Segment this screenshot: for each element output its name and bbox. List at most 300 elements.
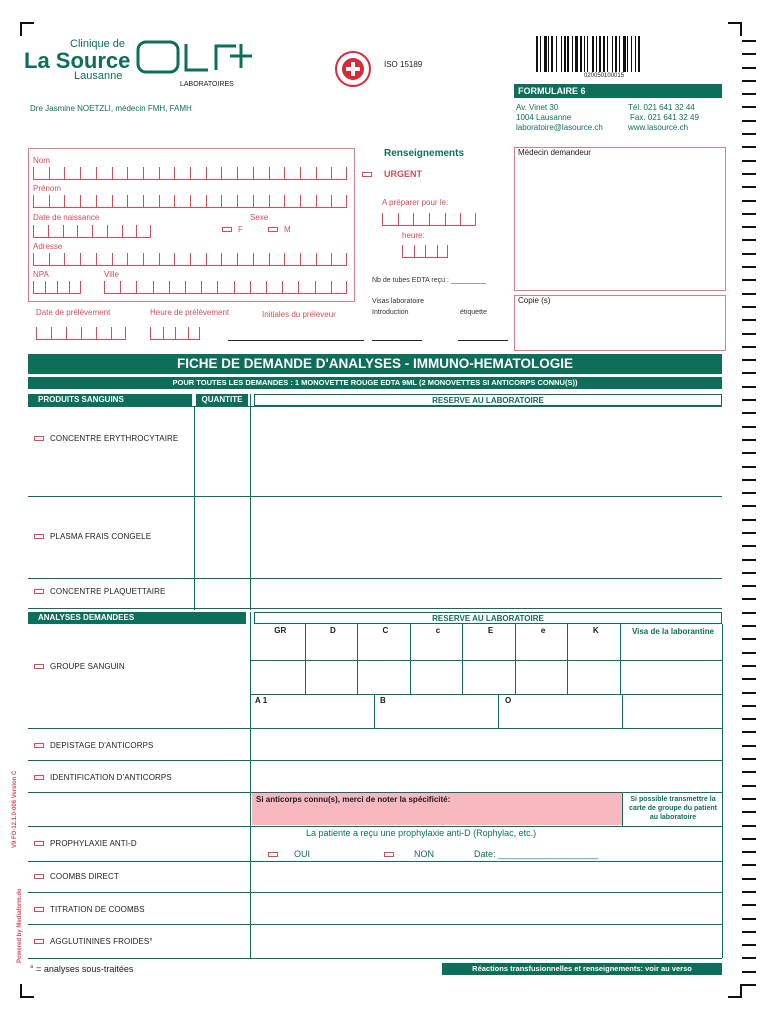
timing-mark — [742, 80, 756, 82]
timing-mark — [742, 146, 756, 148]
label-heure-prelevement: Heure de prélèvement — [150, 308, 230, 317]
comb-tick — [122, 225, 123, 237]
timing-mark — [742, 731, 756, 733]
timing-mark — [742, 864, 756, 866]
comb-tick — [234, 281, 235, 293]
label-preparer: A préparer pour le: — [382, 198, 449, 207]
groupe-col-5: e — [540, 626, 546, 635]
checkbox-f[interactable] — [222, 227, 232, 232]
timing-mark — [742, 705, 756, 707]
analyses-line-2 — [28, 760, 722, 761]
comb-tick — [190, 167, 191, 179]
form-banner: POUR TOUTES LES DEMANDES : 1 MONOVETTE ROUGE EDTA 9ML (2 MONOVETTES SI ANTICORPS CONNU(S)) — [28, 377, 722, 389]
comb-tick — [107, 225, 108, 237]
crop-mark-top-right — [728, 22, 742, 36]
comb-tick — [69, 281, 70, 293]
comb-tick — [346, 281, 347, 293]
comb-tick — [174, 253, 175, 265]
products-row-line-2 — [28, 578, 722, 579]
crop-mark-bottom-right — [728, 984, 742, 998]
comb-tick — [346, 195, 347, 207]
timing-mark — [742, 519, 756, 521]
powered-label: Powered by Mediaform.de — [17, 888, 23, 963]
address-email[interactable]: laboratoire@lasource.ch — [516, 123, 603, 132]
timing-mark — [742, 239, 756, 241]
timing-mark — [742, 532, 756, 534]
comb-tick — [221, 167, 222, 179]
product-plaquettaire-label: CONCENTRE PLAQUETTAIRE — [50, 587, 166, 596]
timing-mark — [742, 625, 756, 627]
adresse-field[interactable] — [33, 252, 347, 266]
timing-mark — [742, 106, 756, 108]
barcode-bar — [599, 36, 601, 72]
comb-tick — [188, 327, 189, 339]
barcode-bar — [631, 36, 632, 72]
timing-mark — [742, 984, 756, 986]
comb-tick — [253, 195, 254, 207]
timing-mark — [742, 678, 756, 680]
barcode-bar — [584, 36, 585, 72]
timing-mark — [742, 346, 756, 348]
comb-tick — [284, 195, 285, 207]
timing-mark — [742, 505, 756, 507]
comb-tick — [475, 213, 476, 225]
comb-tick — [316, 195, 317, 207]
analyse-depistage[interactable] — [34, 741, 154, 750]
comb-tick — [300, 167, 301, 179]
comb-tick — [316, 167, 317, 179]
timing-mark — [742, 638, 756, 640]
sexe-f[interactable] — [222, 225, 243, 234]
comb-tick — [96, 253, 97, 265]
checkbox-prophylaxie[interactable] — [34, 841, 44, 846]
timing-mark — [742, 585, 756, 587]
prophylaxie-non-label: NON — [414, 849, 434, 859]
tubes-edta[interactable]: Nb de tubes EDTA reçu : _________ — [372, 277, 486, 284]
comb-tick — [282, 281, 283, 293]
timing-mark — [742, 652, 756, 654]
preparer-date-field[interactable] — [382, 212, 476, 226]
comb-tick — [125, 327, 126, 339]
comb-tick — [127, 253, 128, 265]
timing-mark — [742, 226, 756, 228]
comb-tick — [64, 167, 65, 179]
timing-mark — [742, 811, 756, 813]
timing-mark — [742, 439, 756, 441]
introduction-line[interactable] — [372, 340, 422, 341]
prophylaxie-non[interactable] — [384, 849, 434, 859]
timing-mark — [742, 253, 756, 255]
barcode-bar — [575, 36, 578, 72]
comb-tick — [64, 253, 65, 265]
groupe-col-divider — [410, 624, 411, 694]
comb-tick — [112, 253, 113, 265]
comb-tick — [33, 253, 34, 265]
timing-mark — [742, 665, 756, 667]
checkbox-urgent[interactable] — [362, 172, 372, 177]
comb-tick — [96, 167, 97, 179]
timing-mark — [742, 93, 756, 95]
checkbox-plasma[interactable] — [34, 534, 44, 539]
comb-tick — [143, 195, 144, 207]
comb-tick — [346, 253, 347, 265]
checkbox-titration[interactable] — [34, 907, 44, 912]
timing-mark — [742, 386, 756, 388]
comb-tick — [96, 327, 97, 339]
barcode-bar — [572, 36, 573, 72]
timing-mark — [742, 372, 756, 374]
label-sexe: Sexe — [250, 213, 269, 222]
heure-prelevement-field[interactable] — [150, 326, 200, 340]
analyse-prophylaxie[interactable] — [34, 839, 137, 848]
comb-tick — [253, 167, 254, 179]
comb-tick — [127, 195, 128, 207]
groupe-col-1: D — [329, 626, 336, 635]
version-label: V9 FO-12.1.0-006 Version C — [12, 770, 18, 848]
groupe-col-2: C — [382, 626, 389, 635]
groupe-o: O — [505, 696, 512, 705]
products-row-line-1 — [28, 496, 722, 497]
comb-tick — [250, 281, 251, 293]
comb-tick — [346, 167, 347, 179]
etiquette-line[interactable] — [458, 340, 508, 341]
analyse-coombs-label: COOMBS DIRECT — [50, 872, 119, 881]
groupe-col-divider — [357, 624, 358, 694]
barcode-bar — [548, 36, 549, 72]
barcode-bar — [580, 36, 582, 72]
date-naissance-field[interactable] — [33, 224, 151, 238]
comb-tick — [398, 213, 399, 225]
checkbox-identification[interactable] — [34, 775, 44, 780]
comb-tick — [201, 281, 202, 293]
timing-mark — [742, 771, 756, 773]
comb-tick — [66, 327, 67, 339]
product-erythrocytaire[interactable] — [34, 434, 178, 443]
comb-tick — [429, 213, 430, 225]
sexe-m[interactable] — [268, 225, 291, 234]
comb-tick — [221, 195, 222, 207]
timing-mark — [742, 479, 756, 481]
ville-field[interactable] — [104, 280, 347, 294]
comb-tick — [315, 281, 316, 293]
groupe-col-divider — [305, 624, 306, 694]
groupe-line-2 — [250, 694, 722, 695]
introduction-label: Introduction — [372, 309, 409, 316]
label-heure: heure: — [402, 231, 425, 240]
transmettre-divider — [622, 792, 623, 826]
comb-tick — [331, 253, 332, 265]
barcode-bar — [603, 36, 605, 72]
comb-tick — [112, 167, 113, 179]
clinic-name-city: Lausanne — [74, 70, 123, 82]
comb-tick — [269, 167, 270, 179]
nom-field[interactable] — [33, 166, 347, 180]
comb-tick — [36, 327, 37, 339]
comb-tick — [199, 327, 200, 339]
comb-tick — [217, 281, 218, 293]
timing-mark — [742, 173, 756, 175]
transmettre-note: Si possible transmettre la carte de groupe du patient au laboratoire — [629, 796, 717, 821]
barcode-bar — [536, 36, 538, 72]
comb-tick — [127, 167, 128, 179]
analyses-bottom-line — [28, 958, 722, 959]
address-web[interactable]: www.lasource.ch — [628, 123, 689, 132]
timing-mark — [742, 53, 756, 55]
comb-tick — [49, 195, 50, 207]
npa-field[interactable] — [33, 280, 81, 294]
anticorps-note: Si anticorps connu(s), merci de noter la spécificité: — [256, 795, 451, 804]
date-prelevement-field[interactable] — [36, 326, 126, 340]
comb-tick — [316, 253, 317, 265]
analyse-agglutinines[interactable] — [34, 937, 153, 946]
products-reserve-label: RESERVE AU LABORATOIRE — [432, 396, 544, 405]
barcode-icon — [536, 36, 688, 72]
timing-mark — [742, 293, 756, 295]
swiss-accreditation-icon — [334, 50, 372, 93]
timing-mark — [742, 186, 756, 188]
timing-mark — [742, 67, 756, 69]
comb-tick — [96, 195, 97, 207]
sous-traitees-note: ° = analyses sous-traitées — [30, 964, 134, 974]
comb-tick — [331, 195, 332, 207]
barcode-bar — [587, 36, 588, 72]
analyse-prophylaxie-label: PROPHYLAXIE ANTI-D — [50, 839, 137, 848]
sexe-f-label: F — [238, 225, 243, 234]
label-ville: Ville — [104, 270, 119, 279]
medecin-box[interactable] — [514, 147, 726, 291]
timing-mark — [742, 266, 756, 268]
groupe-v-a1 — [374, 694, 375, 728]
comb-tick — [331, 167, 332, 179]
analyse-titration-label: TITRATION DE COOMBS — [50, 905, 145, 914]
crop-mark-bottom-left — [20, 984, 34, 998]
barcode-bar — [607, 36, 608, 72]
comb-tick — [298, 281, 299, 293]
comb-tick — [437, 245, 438, 257]
groupe-col-divider — [462, 624, 463, 694]
comb-tick — [221, 253, 222, 265]
timing-mark — [742, 598, 756, 600]
visa-laborantine: Visa de la laborantine — [631, 627, 715, 636]
visas-laboratoire: Visas laboratoire — [372, 298, 425, 305]
timing-mark — [742, 692, 756, 694]
timing-mark — [742, 971, 756, 973]
groupe-v-b — [498, 694, 499, 728]
clinic-logo-icon — [136, 38, 256, 83]
clinic-subtitle: LABORATOIRES — [180, 81, 234, 88]
comb-tick — [460, 213, 461, 225]
comb-tick — [185, 281, 186, 293]
analyse-agglutinines-label: AGGLUTININES FROIDES° — [50, 937, 153, 946]
timing-mark — [742, 213, 756, 215]
checkbox-non[interactable] — [384, 852, 394, 857]
checkbox-plaquettaire[interactable] — [34, 589, 44, 594]
timing-mark — [742, 412, 756, 414]
comb-tick — [300, 253, 301, 265]
analyses-right-border — [722, 624, 723, 958]
checkbox-erythrocytaire[interactable] — [34, 436, 44, 441]
formulaire-label: FORMULAIRE 6 — [514, 84, 722, 98]
timing-mark — [742, 452, 756, 454]
timing-mark — [742, 160, 756, 162]
timing-mark — [742, 306, 756, 308]
comb-tick — [143, 253, 144, 265]
comb-tick — [159, 253, 160, 265]
comb-tick — [57, 281, 58, 293]
analyse-identification[interactable] — [34, 773, 172, 782]
analyses-reserve-label: RESERVE AU LABORATOIRE — [432, 614, 544, 623]
checkbox-coombs[interactable] — [34, 874, 44, 879]
comb-tick — [112, 195, 113, 207]
barcode-bar — [635, 36, 636, 72]
comb-tick — [253, 253, 254, 265]
groupe-col-6: K — [592, 626, 599, 635]
comb-tick — [445, 213, 446, 225]
doctor-name: Dre Jasmine NOETZLI, médecin FMH, FAMH — [30, 104, 192, 113]
comb-tick — [269, 253, 270, 265]
timing-mark — [742, 931, 756, 933]
comb-tick — [51, 327, 52, 339]
barcode-bar — [623, 36, 626, 72]
products-divider-1 — [194, 406, 195, 610]
timing-mark — [742, 838, 756, 840]
comb-tick — [150, 225, 151, 237]
address-tel: Tél. 021 641 32 44 — [628, 103, 695, 112]
timing-mark — [742, 399, 756, 401]
initiales-line[interactable] — [228, 340, 364, 341]
comb-tick — [92, 225, 93, 237]
prophylaxie-oui-label: OUI — [294, 849, 311, 859]
timing-mark — [742, 120, 756, 122]
sexe-m-label: M — [284, 225, 291, 234]
etiquette-label: étiquette — [460, 309, 487, 316]
timing-mark — [742, 133, 756, 135]
quantite-header: QUANTITE — [196, 394, 248, 406]
comb-tick — [402, 245, 403, 257]
iso-label: ISO 15189 — [384, 60, 423, 69]
groupe-b: B — [380, 696, 386, 705]
comb-tick — [49, 253, 50, 265]
barcode-number: 020050100015 — [584, 73, 625, 79]
barcode-bar — [567, 36, 569, 72]
comb-tick — [111, 327, 112, 339]
checkbox-oui[interactable] — [268, 852, 278, 857]
comb-tick — [447, 245, 448, 257]
comb-tick — [159, 195, 160, 207]
barcode-bar — [615, 36, 617, 72]
comb-tick — [104, 281, 105, 293]
groupe-col-4: E — [487, 626, 494, 635]
timing-mark — [742, 612, 756, 614]
timing-mark — [742, 359, 756, 361]
timing-mark — [742, 559, 756, 561]
copie-label: Copie (s) — [518, 296, 551, 305]
comb-tick — [237, 253, 238, 265]
crop-mark-top-left — [20, 22, 34, 36]
preparer-heure-field[interactable] — [402, 244, 448, 258]
address-street: Av. Vinet 30 — [516, 103, 559, 112]
analyse-coombs[interactable] — [34, 872, 119, 881]
analyses-line-1 — [28, 728, 722, 729]
analyses-line-6 — [28, 892, 722, 893]
analyses-line-5 — [28, 861, 722, 862]
product-plasma[interactable] — [34, 532, 151, 541]
comb-tick — [153, 281, 154, 293]
barcode-bar — [619, 36, 620, 72]
timing-mark — [742, 40, 756, 42]
comb-tick — [120, 281, 121, 293]
timing-mark — [742, 758, 756, 760]
timing-mark — [742, 878, 756, 880]
barcode-bar — [544, 36, 547, 72]
barcode-bar — [592, 36, 594, 72]
timing-mark — [742, 944, 756, 946]
analyse-depistage-label: DEPISTAGE D'ANTICORPS — [50, 741, 154, 750]
product-plasma-label: PLASMA FRAIS CONGELE — [50, 532, 152, 541]
label-prenom: Prénom — [33, 184, 62, 193]
timing-mark — [742, 492, 756, 494]
analyse-titration[interactable] — [34, 905, 145, 914]
timing-mark — [742, 572, 756, 574]
timing-marks — [742, 40, 756, 997]
verso-note: Réactions transfusionnelles et renseignements: voir au verso — [442, 963, 722, 975]
comb-tick — [159, 167, 160, 179]
comb-tick — [425, 245, 426, 257]
comb-tick — [136, 225, 137, 237]
timing-mark — [742, 785, 756, 787]
timing-mark — [742, 279, 756, 281]
comb-tick — [174, 167, 175, 179]
timing-mark — [742, 798, 756, 800]
checkbox-depistage[interactable] — [34, 743, 44, 748]
barcode-bar — [540, 36, 541, 72]
checkbox-groupe[interactable] — [34, 664, 44, 669]
comb-tick — [81, 327, 82, 339]
prophylaxie-oui[interactable] — [268, 849, 310, 859]
timing-mark — [742, 891, 756, 893]
comb-tick — [300, 195, 301, 207]
timing-mark — [742, 200, 756, 202]
comb-tick — [136, 281, 137, 293]
prophylaxie-date[interactable]: Date: ____________________ — [474, 849, 599, 859]
label-date-prelevement: Date de prélèvement — [36, 308, 111, 317]
product-plaquettaire[interactable] — [34, 587, 165, 596]
comb-tick — [49, 167, 50, 179]
prenom-field[interactable] — [33, 194, 347, 208]
comb-tick — [64, 195, 65, 207]
groupe-col-divider — [567, 624, 568, 694]
comb-tick — [80, 253, 81, 265]
clinic-name-top: Clinique de — [70, 38, 126, 50]
comb-tick — [206, 167, 207, 179]
comb-tick — [206, 253, 207, 265]
timing-mark — [742, 426, 756, 428]
comb-tick — [169, 281, 170, 293]
comb-tick — [33, 281, 34, 293]
barcode-bar — [627, 36, 628, 72]
groupe-line-1 — [250, 660, 722, 661]
analyse-groupe[interactable] — [34, 662, 125, 671]
products-bottom-line — [28, 608, 722, 609]
comb-tick — [382, 213, 383, 225]
urgent-label: URGENT — [384, 169, 422, 179]
barcode-bar — [596, 36, 597, 72]
urgent-option[interactable] — [362, 169, 422, 179]
analyses-line-4 — [28, 826, 722, 827]
checkbox-agglutinines[interactable] — [34, 939, 44, 944]
timing-mark — [742, 319, 756, 321]
checkbox-m[interactable] — [268, 227, 278, 232]
